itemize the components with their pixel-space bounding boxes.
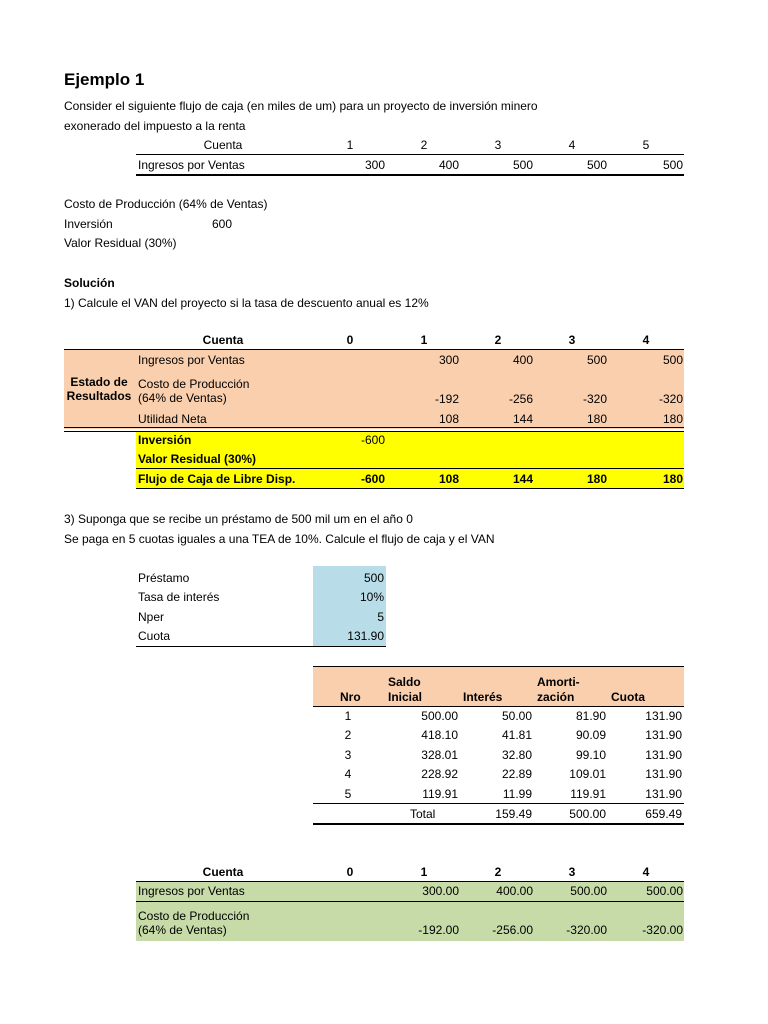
t3-ingresos-cell: 500.00 bbox=[646, 884, 683, 898]
t3-costo-cell: -320.00 bbox=[566, 923, 607, 937]
flujo-bottom-rule bbox=[136, 488, 684, 489]
row-flujo-label: Flujo de Caja de Libre Disp. bbox=[138, 472, 296, 486]
cell-flujo: 144 bbox=[512, 472, 533, 486]
cell-utilidad: 108 bbox=[438, 412, 459, 426]
table3-header-rule bbox=[136, 881, 684, 882]
loan-value: 10% bbox=[359, 590, 384, 604]
note-inversion-label: Inversión bbox=[64, 217, 113, 231]
cell-flujo: 180 bbox=[662, 472, 683, 486]
table1-cell: 400 bbox=[438, 158, 459, 172]
row-costo-label-1: Costo de Producción bbox=[138, 377, 250, 391]
amort-cell: 81.90 bbox=[575, 709, 606, 723]
amort-head-interes: Interés bbox=[463, 690, 503, 704]
t3-costo-cell: -192.00 bbox=[418, 923, 459, 937]
table1-period: 3 bbox=[494, 138, 502, 152]
t3-ingresos-cell: 500.00 bbox=[570, 884, 607, 898]
table1-bottom-rule bbox=[136, 174, 684, 176]
note-costo: Costo de Producción (64% de Ventas) bbox=[64, 197, 268, 211]
table1-header-cuenta: Cuenta bbox=[203, 138, 243, 152]
amort-head-nro: Nro bbox=[340, 690, 361, 704]
table1-row-label: Ingresos por Ventas bbox=[138, 158, 245, 172]
t3-costo-cell: -256.00 bbox=[492, 923, 533, 937]
row-inversion-label: Inversión bbox=[138, 433, 192, 447]
table3-period: 4 bbox=[642, 865, 650, 879]
amort-cell: 119.91 bbox=[422, 787, 458, 801]
amort-cell: 41.81 bbox=[501, 728, 532, 742]
t3-ingresos-cell: 300.00 bbox=[422, 884, 459, 898]
solucion-title: Solución bbox=[64, 276, 115, 290]
cell-flujo: 108 bbox=[438, 472, 459, 486]
question-3-line-1: 3) Suponga que se recibe un préstamo de 500 mil um en el año 0 bbox=[64, 512, 413, 526]
amort-cell: 2 bbox=[344, 728, 352, 742]
table2-period: 0 bbox=[346, 333, 354, 347]
table3-period: 2 bbox=[494, 865, 502, 879]
amort-cell: 11.99 bbox=[502, 787, 532, 801]
loan-label: Préstamo bbox=[138, 571, 190, 585]
amort-cell: 50.00 bbox=[501, 709, 532, 723]
loan-value: 131.90 bbox=[347, 629, 384, 643]
cell-ingresos: 300 bbox=[438, 353, 459, 367]
amort-cell: 418.10 bbox=[421, 728, 458, 742]
amort-total-label: Total bbox=[410, 807, 436, 821]
amort-cell: 90.09 bbox=[575, 728, 606, 742]
table2-period: 4 bbox=[642, 333, 650, 347]
t3-ingresos-label: Ingresos por Ventas bbox=[138, 884, 245, 898]
amort-head-cuota: Cuota bbox=[611, 690, 645, 704]
amort-cell: 119.91 bbox=[570, 787, 606, 801]
table1-cell: 500 bbox=[586, 158, 607, 172]
row-utilidad-label: Utilidad Neta bbox=[138, 412, 207, 426]
loan-value: 500 bbox=[363, 571, 384, 585]
t3-costo-cell: -320.00 bbox=[642, 923, 683, 937]
table2-header-cuenta: Cuenta bbox=[202, 333, 244, 347]
cell-ingresos: 500 bbox=[586, 353, 607, 367]
table3-period: 0 bbox=[346, 865, 354, 879]
loan-label: Tasa de interés bbox=[138, 590, 220, 604]
amort-bottom-rule bbox=[313, 823, 684, 825]
cell-utilidad: 180 bbox=[662, 412, 683, 426]
table1-period: 2 bbox=[420, 138, 428, 152]
cell-ingresos: 500 bbox=[662, 353, 683, 367]
table1-period: 5 bbox=[642, 138, 650, 152]
amort-head-amort-2: zación bbox=[537, 690, 575, 704]
table3-row-rule bbox=[136, 901, 684, 902]
table1-cell: 500 bbox=[512, 158, 533, 172]
amort-cell: 5 bbox=[344, 787, 352, 801]
cell-ingresos: 400 bbox=[512, 353, 533, 367]
amort-cell: 109.01 bbox=[569, 767, 606, 781]
table2-period: 2 bbox=[494, 333, 502, 347]
table2-header-rule bbox=[64, 349, 684, 350]
amort-cell: 99.10 bbox=[575, 748, 606, 762]
question-1: 1) Calcule el VAN del proyecto si la tasa de descuento anual es 12% bbox=[64, 296, 429, 310]
note-valor-residual: Valor Residual (30%) bbox=[64, 236, 177, 250]
t3-ingresos-cell: 400.00 bbox=[496, 884, 533, 898]
t3-costo-label-1: Costo de Producción bbox=[138, 909, 250, 923]
table3-period: 3 bbox=[568, 865, 576, 879]
table1-period: 1 bbox=[346, 138, 354, 152]
amort-cell: 32.80 bbox=[501, 748, 532, 762]
table1-header-rule bbox=[136, 154, 684, 155]
question-3-line-2: Se paga en 5 cuotas iguales a una TEA de 10%. Calcule el flujo de caja y el VAN bbox=[64, 532, 495, 546]
cell-costo: -192 bbox=[434, 392, 459, 406]
table3-header-cuenta: Cuenta bbox=[202, 865, 244, 879]
t3-costo-label-2: (64% de Ventas) bbox=[138, 923, 227, 937]
table1-period: 4 bbox=[568, 138, 576, 152]
loan-label: Nper bbox=[138, 610, 165, 624]
amort-cell: 3 bbox=[344, 748, 352, 762]
table2-period: 1 bbox=[420, 333, 428, 347]
cell-utilidad: 144 bbox=[512, 412, 533, 426]
amort-cell: 1 bbox=[344, 709, 352, 723]
amort-cell: 328.01 bbox=[421, 748, 458, 762]
amort-cell: 131.90 bbox=[645, 728, 682, 742]
loan-value: 5 bbox=[377, 610, 384, 624]
amort-head-saldo-2: Inicial bbox=[388, 690, 423, 704]
amort-cell: 131.90 bbox=[645, 787, 682, 801]
flujo-top-rule bbox=[136, 468, 684, 469]
amort-cell: 228.92 bbox=[421, 767, 458, 781]
table3-period: 1 bbox=[420, 865, 428, 879]
loan-bottom-rule bbox=[136, 646, 386, 647]
cell-costo: -320 bbox=[658, 392, 683, 406]
table2-period: 3 bbox=[568, 333, 576, 347]
cell-costo: -320 bbox=[582, 392, 607, 406]
amort-total: 500.00 bbox=[569, 807, 606, 821]
cell-costo: -256 bbox=[508, 392, 533, 406]
amort-header-rule bbox=[313, 706, 684, 707]
row-valor-residual-label: Valor Residual (30%) bbox=[138, 452, 257, 466]
intro-line-1: Consider el siguiente flujo de caja (en miles de um) para un proyecto de inversión minero bbox=[64, 99, 538, 113]
amort-cell: 131.90 bbox=[645, 709, 682, 723]
side-label-1: Estado de bbox=[70, 375, 128, 389]
amort-cell: 500.00 bbox=[421, 709, 458, 723]
row-ingresos-label: Ingresos por Ventas bbox=[138, 353, 245, 367]
amort-cell: 131.90 bbox=[645, 767, 682, 781]
cell-flujo: 180 bbox=[586, 472, 607, 486]
cell-utilidad: 180 bbox=[586, 412, 607, 426]
amort-head-amort-1: Amorti- bbox=[537, 675, 580, 689]
table1-cell: 500 bbox=[662, 158, 683, 172]
cell-inversion: -600 bbox=[360, 433, 385, 447]
amort-cell: 4 bbox=[344, 767, 352, 781]
amort-cell: 22.89 bbox=[501, 767, 532, 781]
amort-total-rule bbox=[313, 803, 684, 804]
table1-cell: 300 bbox=[364, 158, 385, 172]
intro-line-2: exonerado del impuesto a la renta bbox=[64, 119, 246, 133]
loan-label: Cuota bbox=[138, 629, 171, 643]
row-costo-label-2: (64% de Ventas) bbox=[138, 391, 227, 405]
amort-total: 159.49 bbox=[495, 807, 532, 821]
side-label-2: Resultados bbox=[66, 389, 132, 403]
amort-total: 659.49 bbox=[645, 807, 682, 821]
page-title: Ejemplo 1 bbox=[64, 70, 145, 89]
amort-cell: 131.90 bbox=[645, 748, 682, 762]
amort-head-saldo-1: Saldo bbox=[388, 675, 421, 689]
note-inversion-value: 600 bbox=[212, 217, 233, 231]
cell-flujo: -600 bbox=[360, 472, 385, 486]
